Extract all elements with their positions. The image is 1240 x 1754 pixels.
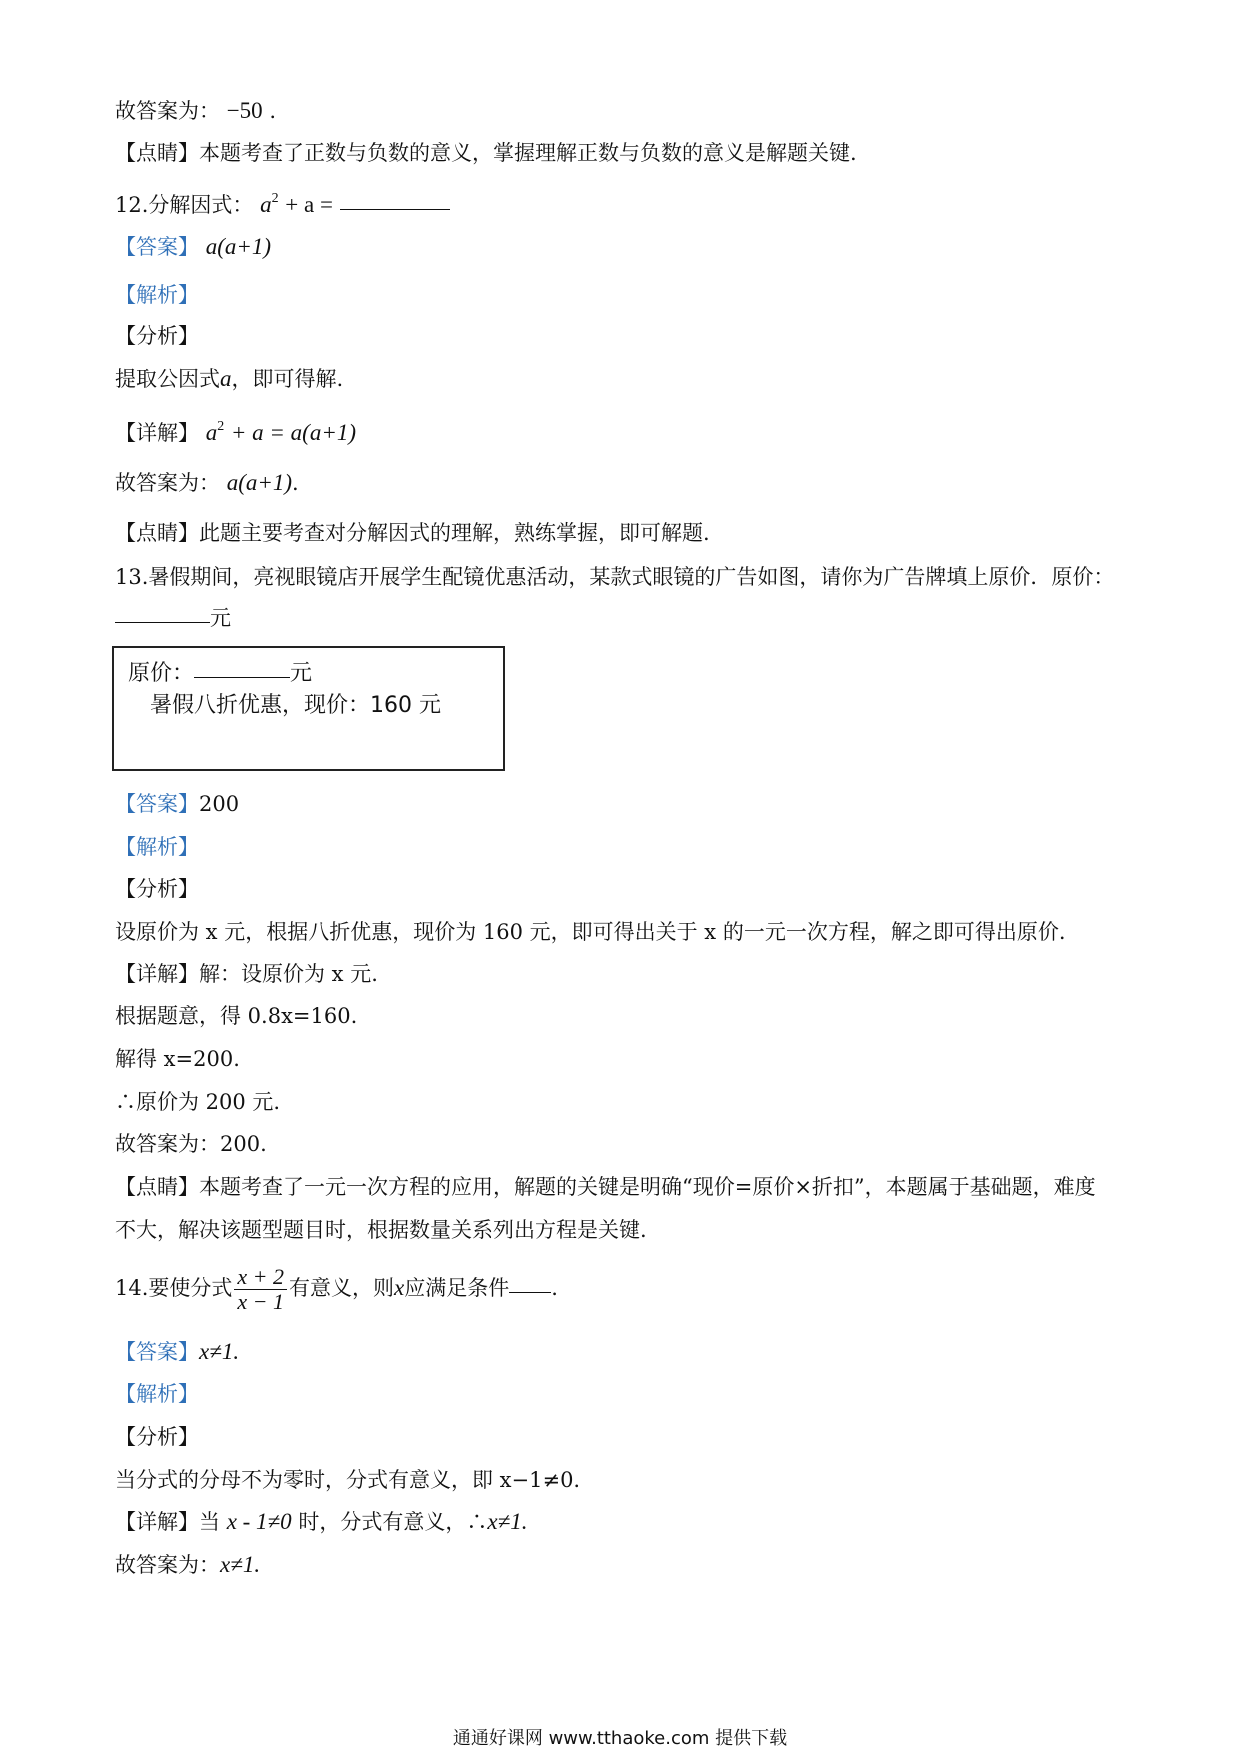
question-13-cont: 元 [115, 603, 231, 633]
q13-step-3: ∴原价为 200 元. [115, 1090, 281, 1114]
q13-fenxi-text: 设原价为 x 元，根据八折优惠，现价为 160 元，即可得出关于 x 的一元一次方程，解之即可得出原价. [115, 920, 1066, 944]
ad-price-blank [194, 677, 290, 678]
advertisement-board [112, 646, 505, 771]
ad-original-price: 原价： 元 [128, 661, 313, 686]
q12-fenxi-tag: 【分析】 [115, 324, 199, 348]
dianjing-line: 【点睛】本题考查了正数与负数的意义，掌握理解正数与负数的意义是解题关键. [115, 141, 857, 165]
q12-analysis-tag: 【解析】 [115, 283, 199, 307]
q13-dianjing-1: 【点睛】本题考查了一元一次方程的应用，解题的关键是明确“现价=原价×折扣”，本题属于基础题，难度 [115, 1175, 1096, 1199]
q14-detail: 【详解】当 x - 1≠0 时，分式有意义，∴x≠1. [115, 1509, 528, 1534]
question-14: 14.要使分式 $\frac{x + 2}{x - 1}$ 有意义，则x应满足条件 . [115, 1264, 558, 1314]
ad-discount-text: 暑假八折优惠，现价：160 元 [150, 693, 441, 718]
answer-blank [509, 1292, 551, 1293]
fraction: $\frac{x + 2}{x - 1}$ [234, 1265, 287, 1314]
q13-step-2: 解得 x=200. [115, 1047, 240, 1071]
q14-analysis-tag: 【解析】 [115, 1382, 199, 1406]
final-answer-line: 故答案为： −50 . [115, 98, 277, 123]
answer-blank [340, 209, 450, 210]
q12-final: 故答案为： a(a+1). [115, 470, 299, 495]
answer-blank [115, 622, 210, 623]
q13-detail: 【详解】解：设原价为 x 元. [115, 962, 378, 986]
q14-fenxi-tag: 【分析】 [115, 1425, 199, 1449]
q13-step-1: 根据题意，得 0.8x=160. [115, 1004, 358, 1028]
q13-analysis-tag: 【解析】 [115, 835, 199, 859]
q12-fenxi-text: 提取公因式a，即可得解. [115, 366, 344, 391]
q12-detail: 【详解】 $a^2 + a = a(a+1)$ [115, 419, 357, 445]
q13-fenxi-tag: 【分析】 [115, 877, 199, 901]
page-footer: 通通好课网 www.tthaoke.com 提供下载 [452, 1728, 788, 1749]
q14-fenxi-text: 当分式的分母不为零时，分式有意义，即 x−1≠0. [115, 1468, 581, 1492]
q12-answer: 【答案】 a(a+1) [115, 234, 272, 259]
question-12: 12.分解因式： $a^2 + a$ = [115, 184, 450, 220]
q14-answer: 【答案】x≠1. [115, 1339, 240, 1364]
q13-dianjing-2: 不大，解决该题型题目时，根据数量关系列出方程是关键. [115, 1218, 647, 1242]
q12-dianjing: 【点睛】此题主要考查对分解因式的理解，熟练掌握，即可解题. [115, 521, 710, 545]
q13-answer: 【答案】200 [115, 792, 240, 816]
q14-final: 故答案为：x≠1. [115, 1552, 261, 1577]
question-13: 13.暑假期间，亮视眼镜店开展学生配镜优惠活动，某款式眼镜的广告如图，请你为广告牌填上原价．原价： [115, 565, 1115, 589]
q13-final: 故答案为：200. [115, 1132, 267, 1156]
